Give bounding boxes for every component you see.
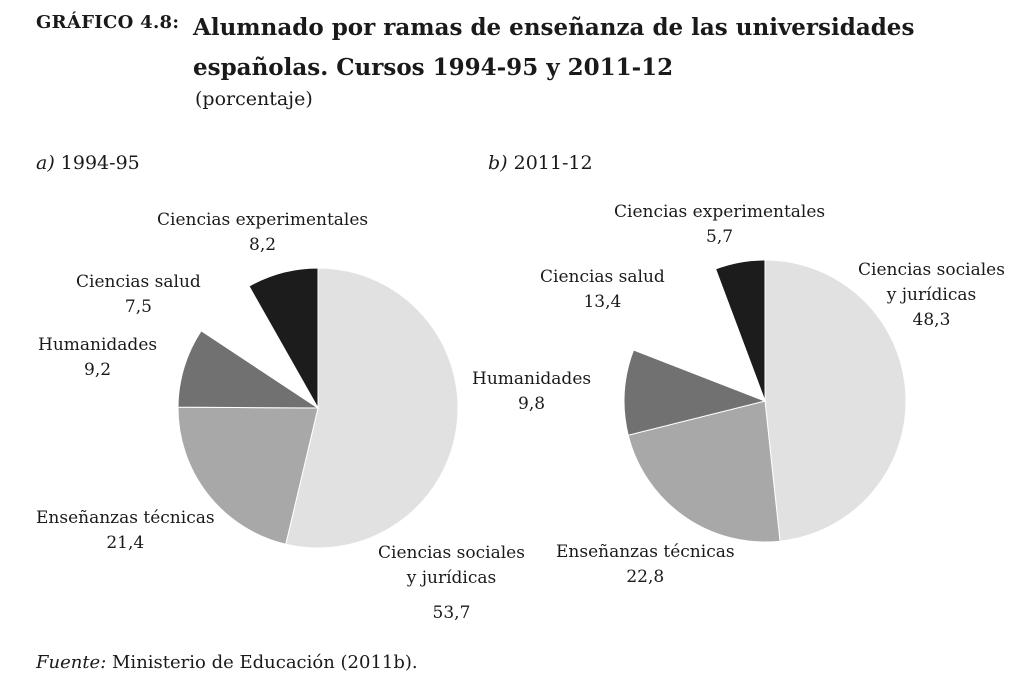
panel-b-letter: b)	[488, 152, 508, 174]
figure-title-line1: Alumnado por ramas de enseñanza de las universidades	[193, 14, 915, 41]
figure-subtitle: (porcentaje)	[195, 88, 313, 110]
label-b-salud-value: 13,4	[583, 292, 622, 312]
label-b-humanidades	[472, 367, 591, 417]
panel-a-title: 1994-95	[60, 152, 140, 174]
label-b-sociales-name2: y jurídicas	[886, 285, 977, 305]
panel-a-label	[36, 152, 140, 174]
label-a-humanidades	[38, 333, 157, 383]
label-a-tecnicas-name: Enseñanzas técnicas	[36, 508, 215, 528]
figure-title	[193, 8, 993, 88]
label-a-sociales	[378, 541, 525, 626]
label-a-tecnicas-value: 21,4	[106, 533, 145, 553]
label-b-experimentales-name: Ciencias experimentales	[614, 202, 826, 222]
panel-b-label	[488, 152, 593, 174]
label-a-experimentales-value: 8,2	[249, 235, 277, 255]
label-b-experimentales	[614, 200, 825, 250]
figure-number: GRÁFICO 4.8:	[36, 12, 180, 33]
panel-a-letter: a)	[36, 152, 55, 174]
label-a-tecnicas	[36, 506, 215, 556]
panel-b-title: 2011-12	[513, 152, 593, 174]
label-b-tecnicas	[556, 540, 735, 590]
label-b-tecnicas-name: Enseñanzas técnicas	[556, 542, 735, 562]
label-a-experimentales	[157, 208, 368, 258]
source-text: Ministerio de Educación (2011b).	[106, 652, 418, 673]
label-b-humanidades-name: Humanidades	[472, 369, 592, 389]
label-a-salud-value: 7,5	[124, 297, 152, 317]
label-b-sociales	[858, 258, 1005, 333]
label-a-humanidades-name: Humanidades	[38, 335, 158, 355]
label-b-sociales-name1: Ciencias sociales	[858, 260, 1005, 280]
label-b-humanidades-value: 9,8	[518, 394, 546, 414]
label-a-sociales-name1: Ciencias sociales	[378, 543, 525, 563]
label-a-sociales-value: 53,7	[432, 603, 471, 623]
label-a-humanidades-value: 9,2	[84, 360, 112, 380]
label-b-salud-name: Ciencias salud	[540, 267, 665, 287]
figure-title-line2: españolas. Cursos 1994-95 y 2011-12	[193, 54, 674, 81]
label-a-experimentales-name: Ciencias experimentales	[157, 210, 369, 230]
label-b-salud	[540, 265, 665, 315]
source-note	[36, 652, 418, 673]
label-b-experimentales-value: 5,7	[706, 227, 734, 247]
label-a-salud	[76, 270, 201, 320]
label-a-salud-name: Ciencias salud	[76, 272, 201, 292]
label-b-sociales-value: 48,3	[912, 310, 951, 330]
source-prefix: Fuente:	[36, 652, 107, 673]
label-a-sociales-name2: y jurídicas	[406, 568, 497, 588]
label-b-tecnicas-value: 22,8	[626, 567, 665, 587]
